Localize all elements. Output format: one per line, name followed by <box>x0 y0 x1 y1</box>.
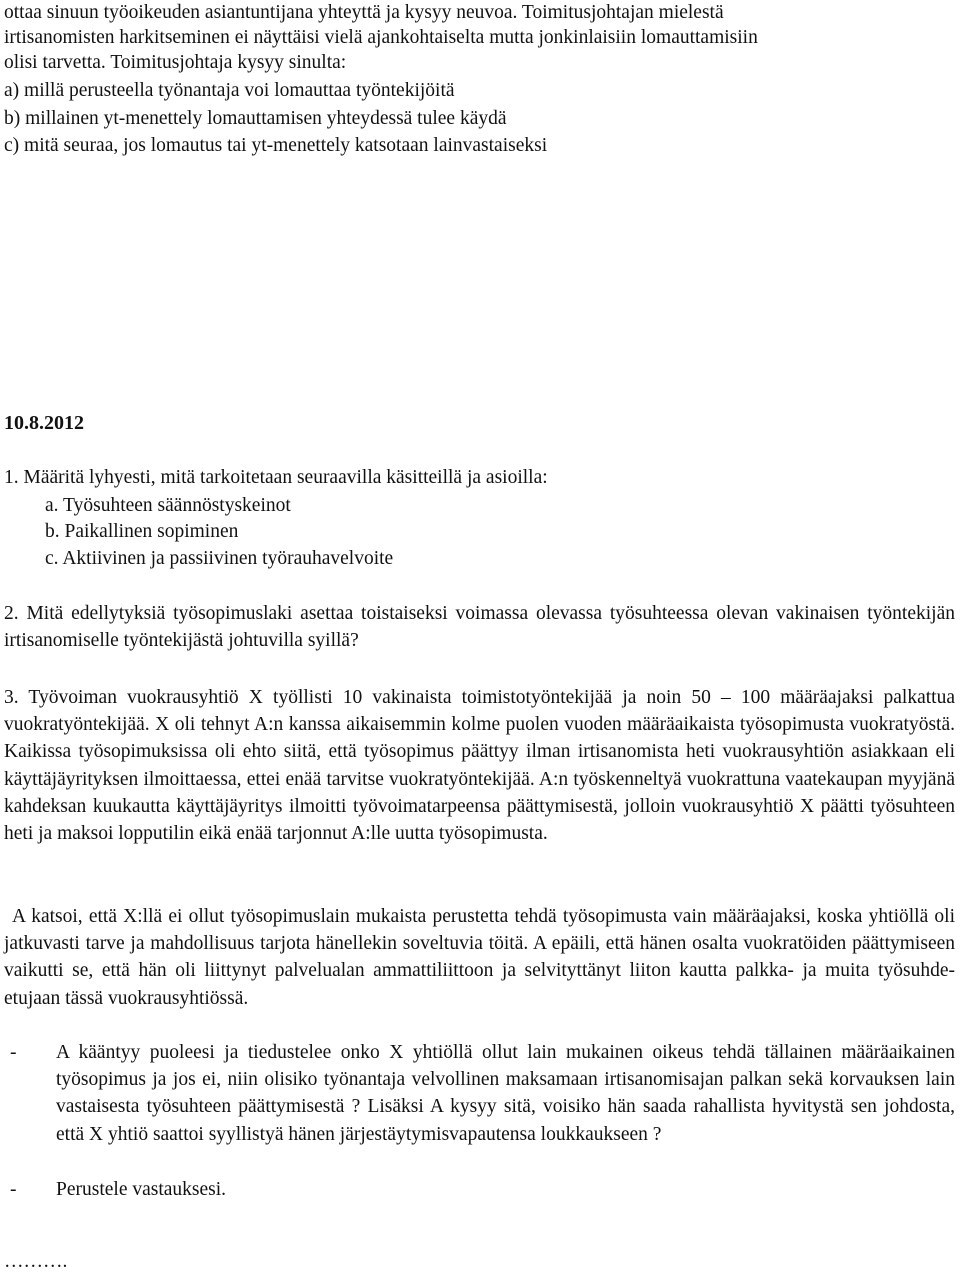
intro-line-1: ottaa sinuun työoikeuden asiantuntijana yhteyttä ja kysyy neuvoa. Toimitusjohtajan mielestä <box>4 2 724 23</box>
bullet-2-text: Perustele vastauksesi. <box>56 1179 227 1200</box>
intro-line-2: irtisanomisten harkitseminen ei näyttäisi vielä ajankohtaiselta mutta jonkinlaisiin lomauttamisiin <box>4 27 758 48</box>
question-1-item-c: c. Aktiivinen ja passiivinen työrauhavelvoite <box>45 548 394 569</box>
intro-line-3: olisi tarvetta. Toimitusjohtaja kysyy sinulta: <box>4 52 347 73</box>
question-1-heading: 1. Määritä lyhyesti, mitä tarkoitetaan seuraavilla käsitteillä ja asioilla: <box>4 467 548 488</box>
exam-date: 10.8.2012 <box>4 412 84 434</box>
question-1-item-a: a. Työsuhteen säännöstyskeinot <box>45 495 291 516</box>
intro-question-c: c) mitä seuraa, jos lomautus tai yt-menettely katsotaan lainvastaiseksi <box>4 135 548 156</box>
bullet-dash: - <box>10 1042 17 1063</box>
ellipsis: ………. <box>4 1251 68 1272</box>
intro-question-b: b) millainen yt-menettely lomauttamisen yhteydessä tulee käydä <box>4 108 507 129</box>
question-1-item-b: b. Paikallinen sopiminen <box>45 521 239 542</box>
question-3-paragraph-2: A katsoi, että X:llä ei ollut työsopimuslain mukaista perustetta tehdä työsopimusta vain määräajaksi, koska yhtiöllä oli jatkuvasti tarve ja mahdollisuus tarjota hänellekin soveltuvia töitä. A epäili, että hänen osalta vuokratöiden päättymiseen vaikutti se, että hän oli liittynyt palvelualan ammattiliittoon ja selvityttänyt liiton kautta palkka- ja muita työsuhde-etujaan tässä vuokrausyhtiössä. <box>4 906 955 1009</box>
question-3-paragraph-1: 3. Työvoiman vuokrausyhtiö X työllisti 10 vakinaista toimistotyöntekijää ja noin 50 – 100 määräajaksi palkattua vuokratyöntekijää. X oli tehnyt A:n kanssa aikaisemmin kolme puolen vuoden määräaikaista työsopimusta vuokratyöstä. Kaikissa työsopimuksissa oli ehto siitä, että työsopimus päättyy ilman irtisanomista heti vuokrausyhtiön asiakkaan eli käyttäjäyrityksen ilmoittaessa, ettei enää tarvitse vuokratyöntekijää. A:n työskenneltyä vuokrattuna vaatekaupan myyjänä kahdeksan kuukautta käyttäjäyritys ilmoitti työvoimatarpeensa päättymisestä, jolloin vuokrausyhtiö X päätti työsuhteen heti ja maksoi lopputilin eikä enää tarjonnut A:lle uutta työsopimusta. <box>4 687 955 845</box>
bullet-1-text: A kääntyy puoleesi ja tiedustelee onko X yhtiöllä ollut lain mukainen oikeus tehdä tällainen määräaikainen työsopimus ja jos ei, niin olisiko työnantaja velvollinen maksamaan irtisanomisajan palkan sekä korvauksen lain vastaisesta työsuhteen päättymisestä ? Lisäksi A kysyy sitä, voisiko hän saada rahallista hyvitystä sen johdosta, että X yhtiö saattoi syyllistyä hänen järjestäytymisvapautensa loukkaukseen ? <box>56 1042 955 1145</box>
bullet-dash: - <box>10 1179 17 1200</box>
intro-question-a: a) millä perusteella työnantaja voi lomauttaa työntekijöitä <box>4 80 455 101</box>
question-2: 2. Mitä edellytyksiä työsopimuslaki asettaa toistaiseksi voimassa olevassa työsuhteessa olevan vakinaisen työntekijän irtisanomiselle työntekijästä johtuvilla syillä? <box>4 603 955 652</box>
